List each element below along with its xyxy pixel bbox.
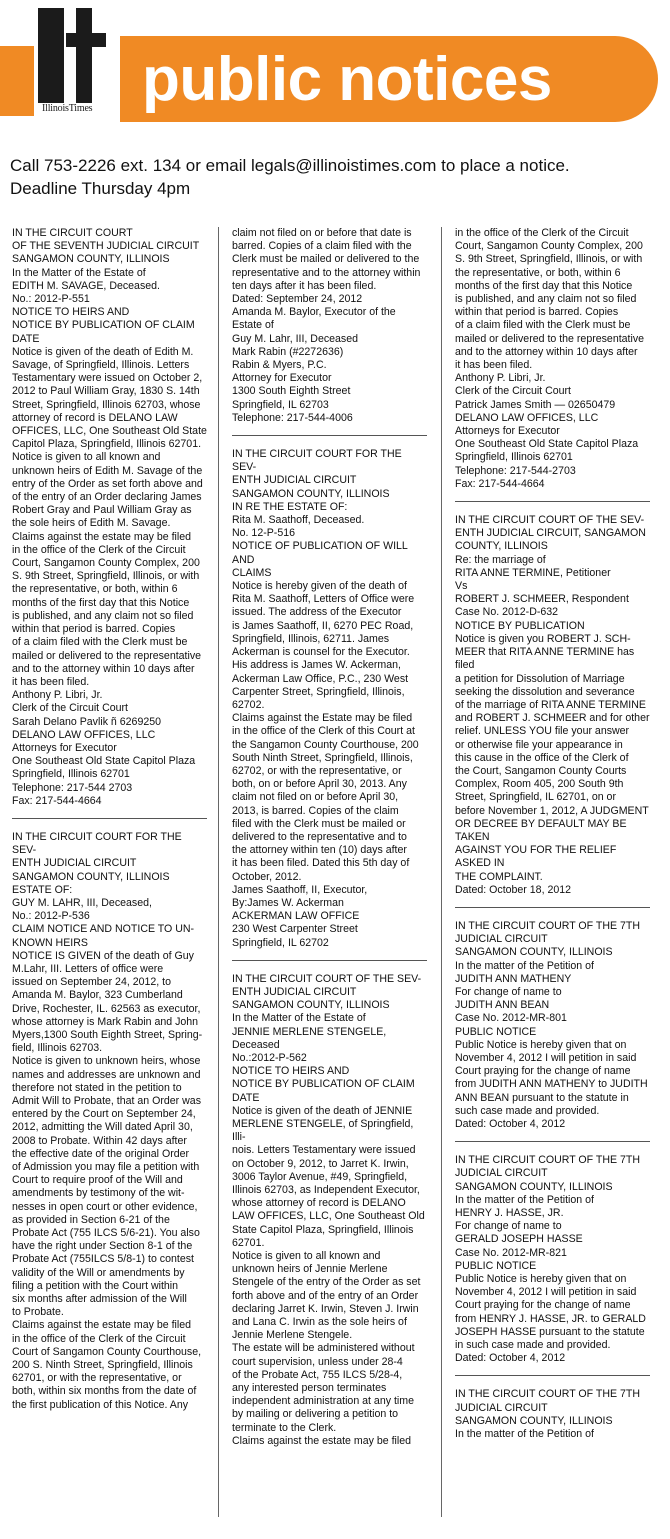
legal-notice: IN THE CIRCUIT COURT FOR THE SEV- ENTH JUDICIAL CIRCUIT SANGAMON COUNTY, ILLINOIS IN RE THE ESTATE OF: Rita M. Saathoff, Deceased. No. 12-P-516 NOTICE OF PUBLICATION OF WILL AND CLAIMS Notice is hereby given of the death of Rita M. Saathoff, Letters of Office were issued. The address of the Executor is James Saathoff, II, 6270 PEC Road, Springfield, Illinois, 62711. James Ackerman is counsel for the Executor. His address is James W. Ackerman, Ackerman Law Office, P.C., 230 West Carpenter Street, Springfield, Illinois, 62702. Claims against the Estate may be filed in the office of the Clerk of this Court at the Sangamon County Courthouse, 200 South Ninth Street, Springfield, Illinois, 62702, or with the representative, or both, on or before April 30, 2013. Any claim not filed on or before April 30, 2013, is barred. Copies of the claim filed with the Clerk must be mailed or delivered to the representative and to the attorney within ten (10) days after it has been filed. Dated this 5th day of October, 2012. James Saathoff, II, Executor, By:James W. Ackerman ACKERMAN LAW OFFICE 230 West Carpenter Street Springfield, IL 62702 <box>232 448 419 949</box>
column-divider <box>218 227 219 1517</box>
logo-wordmark: IllinoisTimes <box>42 103 93 114</box>
logo-letter-t <box>66 8 106 103</box>
notice-column-2 <box>232 227 427 1448</box>
notice-separator <box>232 960 427 961</box>
legal-notice: IN THE CIRCUIT COURT FOR THE SEV- ENTH JUDICIAL CIRCUIT SANGAMON COUNTY, ILLINOIS ESTATE OF: GUY M. LAHR, III, Deceased, No.: 2012-P-536 CLAIM NOTICE AND NOTICE TO UN- KNOWN HEIRS NOTICE IS GIVEN of the death of Guy M.Lahr, III. Letters of office were issued on September 24, 2012, to Amanda M. Baylor, 323 Cumberland Drive, Rochester, IL. 62563 as executor, whose attorney is Mark Rabin and John Myers,1300 South Eighth Street, Spring- field, Illinois 62703. Notice is given to unknown heirs, whose names and addresses are unknown and therefore not stated in the petition to Admit Will to Probate, that an Order was entered by the Court on September 24, 2012, admitting the Will dated April 30, 2008 to Probate. Within 42 days after the effective date of the original Order of Admission you may file a petition with Court to require proof of the Will and amendments by testimony of the wit- nesses in open court or other evidence, as provided in Section 6-21 of the Probate Act (755 ILCS 5/6-21). You also have the right under Section 8-1 of the Probate Act (755ILCS 5/8-1) to contest validity of the Will or amendments by filing a petition with the Court within six months after admission of the Will to Probate. Claims against the estate may be filed in the office of the Clerk of the Circuit Court of Sangamon County Courthouse, 200 S. Ninth Street, Springfield, Illinois 62701, or with the representative, or both, within six months from the date of the first publication of this Notice. Any <box>12 830 203 1411</box>
page-title: public notices <box>142 45 552 114</box>
legal-notice: IN THE CIRCUIT COURT OF THE 7TH JUDICIAL CIRCUIT SANGAMON COUNTY, ILLINOIS In the matter of the Petition of JUDITH ANN MATHENY For change of name to JUDITH ANN BEAN Case No. 2012-MR-801 PUBLIC NOTICE Public Notice is hereby given that on November 4, 2012 I will petition in said Court praying for the change of name from JUDITH ANN MATHENY to JUDITH ANN BEAN pursuant to the statute in such case made and provided. Dated: October 4, 2012 <box>455 919 648 1130</box>
notice-separator <box>455 501 650 502</box>
notice-separator <box>232 435 427 436</box>
legal-notice: claim not filed on or before that date is barred. Copies of a claim filed with the Clerk must be mailed or delivered to the representative and to the attorney within ten days after it has been filed. Dated: September 24, 2012 Amanda M. Baylor, Executor of the Estate of Guy M. Lahr, III, Deceased Mark Rabin (#2272636) Rabin & Myers, P.C. Attorney for Executor 1300 South Eighth Street Springfield, IL 62703 Telephone: 217-544-4006 <box>232 227 421 424</box>
notice-column-3 <box>455 227 650 1441</box>
legal-notice: IN THE CIRCUIT COURT OF THE SEV- ENTH JUDICIAL CIRCUIT, SANGAMON COUNTY, ILLINOIS Re: the marriage of RITA ANNE TERMINE, Petitioner Vs ROBERT J. SCHMEER, Respondent Case No. 2012-D-632 NOTICE BY PUBLICATION Notice is given you ROBERT J. SCH- MEER that RITA ANNE TERMINE has filed a petition for Dissolution of Marriage seeking the dissolution and severance of the marriage of RITA ANNE TERMINE and ROBERT J. SCHMEER and for other relief. UNLESS YOU file your answer or otherwise file your appearance in this cause in the office of the Clerk of the Court, Sangamon County Courts Complex, Room 405, 200 South 9th Street, Springfield, IL 62701, on or before November 1, 2012, A JUDGMENT OR DECREE BY DEFAULT MAY BE TAKEN AGAINST YOU FOR THE RELIEF ASKED IN THE COMPLAINT. Dated: October 18, 2012 <box>455 514 650 896</box>
legal-notice: in the office of the Clerk of the Circuit Court, Sangamon County Complex, 200 S. 9th Street, Springfield, Illinois, or with the representative, or both, within 6 months of the first day that this Notice is published, and any claim not so filed within that period is barred. Copies of a claim filed with the Clerk must be mailed or delivered to the representative and to the attorney within 10 days after it has been filed. Anthony P. Libri, Jr. Clerk of the Circuit Court Patrick James Smith — 02650479 DELANO LAW OFFICES, LLC Attorneys for Executor One Southeast Old State Capitol Plaza Springfield, Illinois 62701 Telephone: 217-544-2703 Fax: 217-544-4664 <box>455 227 645 490</box>
legal-notice: IN THE CIRCUIT COURT OF THE 7TH JUDICIAL CIRCUIT SANGAMON COUNTY, ILLINOIS In the matter of the Petition of HENRY J. HASSE, JR. For change of name to GERALD JOSEPH HASSE Case No. 2012-MR-821 PUBLIC NOTICE Public Notice is hereby given that on November 4, 2012 I will petition in said Court praying for the change of name from HENRY J. HASSE, JR. to GERALD JOSEPH HASSE pursuant to the statute in such case made and provided. Dated: October 4, 2012 <box>455 1154 646 1365</box>
deadline-line: Deadline Thursday 4pm <box>10 179 191 198</box>
masthead <box>0 0 670 150</box>
column-divider <box>441 227 442 1517</box>
notice-column-1 <box>12 227 207 1412</box>
legal-notice: IN THE CIRCUIT COURT OF THE SEV- ENTH JUDICIAL CIRCUIT SANGAMON COUNTY, ILLINOIS In the Matter of the Estate of JENNIE MERLENE STENGELE, Deceased No.:2012-P-562 NOTICE TO HEIRS AND NOTICE BY PUBLICATION OF CLAIM DATE Notice is given of the death of JENNIE MERLENE STENGELE, of Springfield, Illi- nois. Letters Testamentary were issued on October 9, 2012, to Jarret K. Irwin, 3006 Taylor Avenue, #49, Springfield, Illinois 62703, as Independent Executor, whose attorney of record is DELANO LAW OFFICES, LLC, One Southeast Old State Capitol Plaza, Springfield, Illinois 62701. Notice is given to all known and unknown heirs of Jennie Merlene Stengele of the entry of the Order as set forth above and of the entry of an Order declaring Jarret K. Irwin, Steven J. Irwin and Lana C. Irwin as the sole heirs of Jennie Merlene Stengele. The estate will be administered without court supervision, unless under 28-4 of the Probate Act, 755 ILCS 5/28-4, any interested person terminates independent administration at any time by mailing or delivering a petition to terminate to the Clerk. Claims against the estate may be filed <box>232 972 425 1447</box>
notice-separator <box>455 1375 650 1376</box>
contact-info <box>10 154 570 200</box>
notice-separator <box>455 907 650 908</box>
legal-notice: IN THE CIRCUIT COURT OF THE SEVENTH JUDICIAL CIRCUIT SANGAMON COUNTY, ILLINOIS In the Matter of the Estate of EDITH M. SAVAGE, Deceased. No.: 2012-P-551 NOTICE TO HEIRS AND NOTICE BY PUBLICATION OF CLAIM DATE Notice is given of the death of Edith M. Savage, of Springfield, Illinois. Letters Testamentary were issued on October 2, 2012 to Paul William Gray, 1830 S. 14th Street, Springfield, Illinois 62703, whose attorney of record is DELANO LAW OFFICES, LLC, One Southeast Old State Capitol Plaza, Springfield, Illinois 62701. Notice is given to all known and unknown heirs of Edith M. Savage of the entry of the Order as set forth above and of the entry of an Order declaring James Robert Gray and Paul William Gray as the sole heirs of Edith M. Savage. Claims against the estate may be filed in the office of the Clerk of the Circuit Court, Sangamon County Complex, 200 S. 9th Street, Springfield, Illinois, or with the representative, or both, within 6 months of the first day that this Notice is published, and any claim not so filed within that period is barred. Copies of a claim filed with the Clerk must be mailed or delivered to the representative and to the attorney within 10 days after it has been filed. Anthony P. Libri, Jr. Clerk of the Circuit Court Sarah Delano Pavlik ñ 6269250 DELANO LAW OFFICES, LLC Attorneys for Executor One Southeast Old State Capitol Plaza Springfield, Illinois 62701 Telephone: 217-544 2703 Fax: 217-544-4664 <box>12 227 207 807</box>
notice-separator <box>12 818 207 819</box>
legal-notice: IN THE CIRCUIT COURT OF THE 7TH JUDICIAL CIRCUIT SANGAMON COUNTY, ILLINOIS In the matter of the Petition of <box>455 1388 641 1441</box>
contact-line: Call 753-2226 ext. 134 or email legals@illinoistimes.com to place a notice. <box>10 156 570 175</box>
notice-separator <box>455 1141 650 1142</box>
logo-letter-i <box>38 8 64 103</box>
